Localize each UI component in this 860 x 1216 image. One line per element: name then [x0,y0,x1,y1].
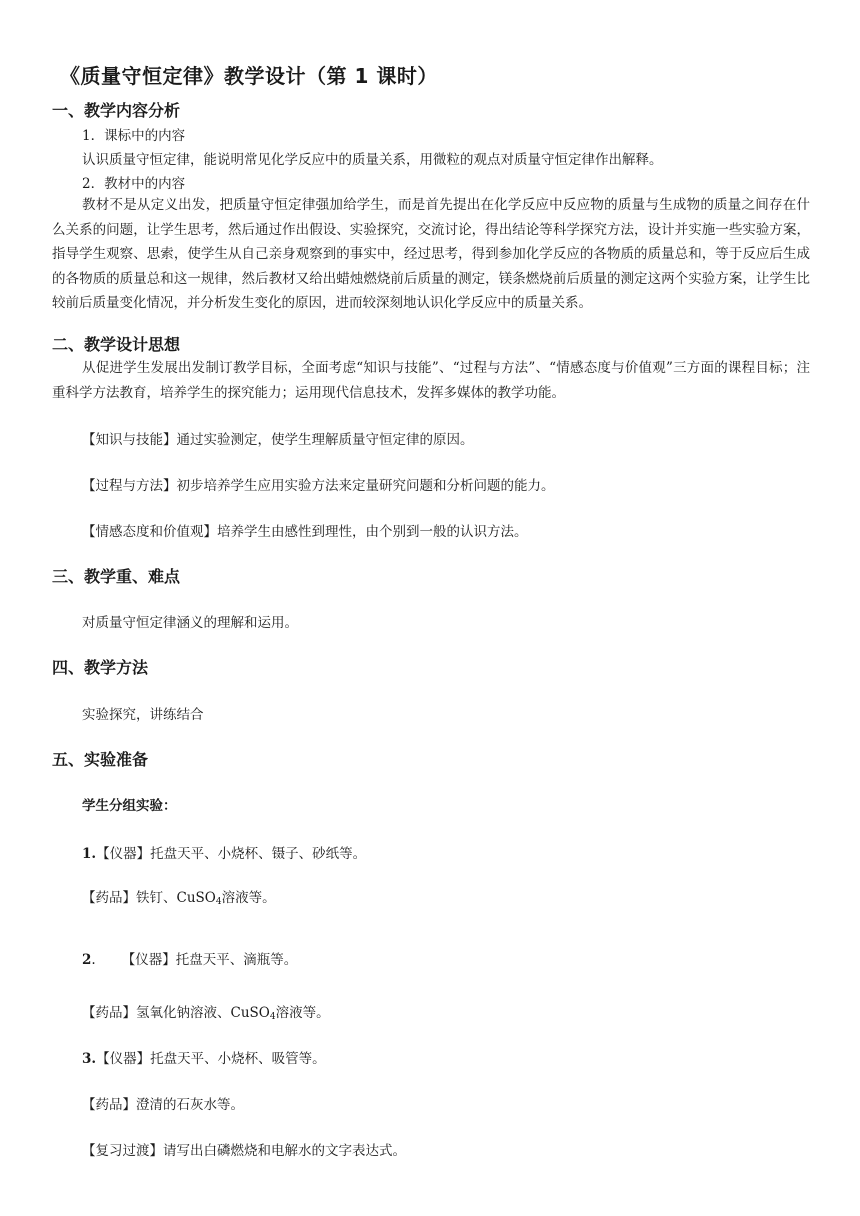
experiment-3-number: 3. [82,1051,97,1067]
experiment-1-number: 1. [82,846,97,862]
experiment-1-chemicals [82,886,276,907]
curriculum-text: 认识质量守恒定律，能说明常见化学反应中的质量关系，用微粒的观点对质量守恒定律作出解释。 [82,152,663,168]
subscript: 4 [269,1012,276,1022]
section-heading-key-points: 三、教学重、难点 [52,567,181,586]
experiment-2-number: 2 [82,952,92,968]
experiment-3-chemicals: 【药品】澄清的石灰水等。 [82,1097,244,1113]
experiment-2-chemicals-text: 【药品】氢氧化钠溶液、CuSO [82,1005,270,1021]
section-heading-design-idea: 二、教学设计思想 [52,335,181,354]
experiment-1-instruments-text: 【仪器】托盘天平、小烧杯、镊子、砂纸等。 [96,846,367,862]
subheading-curriculum: 1．课标中的内容 [82,128,186,144]
section-heading-methods: 四、教学方法 [52,658,149,677]
experiment-2-instruments-text: 【仪器】托盘天平、滴瓶等。 [121,952,298,968]
goal-attitude-values: 【情感态度和价值观】培养学生由感性到理性，由个别到一般的认识方法。 [82,524,528,540]
experiment-1-chemicals-text: 【药品】铁钉、CuSO [82,890,216,906]
experiment-3-instruments [82,1047,326,1067]
experiment-2-dot: . [91,952,96,968]
experiment-3-instruments-text: 【仪器】托盘天平、小烧杯、吸管等。 [96,1051,326,1067]
experiment-1-chemicals-suffix: 溶液等。 [221,890,276,906]
experiment-2-chemicals-suffix: 溶液等。 [275,1005,330,1021]
experiment-1-instruments [82,842,366,862]
subheading-textbook: 2．教材中的内容 [82,176,186,192]
key-points-text: 对质量守恒定律涵义的理解和运用。 [82,615,298,631]
subscript: 4 [215,897,222,907]
experiment-2-instruments [82,948,297,968]
document-title: 《质量守恒定律》教学设计（第 1 课时） [60,64,438,88]
design-idea-paragraph: 从促进学生发展出发制订教学目标，全面考虑“知识与技能”、“过程与方法”、“情感态度与价值观”三方面的课程目标；注重科学方法教育，培养学生的探究能力；运用现代信息技术，发挥多媒体的教学功能。 [52,360,810,401]
textbook-paragraph: 教材不是从定义出发，把质量守恒定律强加给学生，而是首先提出在化学反应中反应物的质量与生成物的质量之间存在什么关系的问题，让学生思考，然后通过作出假设、实验探究，交流讨论，得出结论等科学探究方法，设计并实施一些实验方案，指导学生观察、思索，使学生从自己亲身观察到的事实中，经过思考，得到参加化学反应的各物质的质量总和，等于反应后生成的各物质的质量总和这一规律，然后教材又给出蜡烛燃烧前后质量的测定，镁条燃烧前后质量的测定这两个实验方案，让学生比较前后质量变化情况，并分析发生变化的原因，进而较深刻地认识化学反应中的质量关系。 [52,197,810,311]
group-experiment-label: 学生分组实验： [82,798,177,814]
review-transition: 【复习过渡】请写出白磷燃烧和电解水的文字表达式。 [82,1143,406,1159]
goal-process-methods: 【过程与方法】初步培养学生应用实验方法来定量研究问题和分析问题的能力。 [82,478,555,494]
goal-knowledge-skills: 【知识与技能】通过实验测定，使学生理解质量守恒定律的原因。 [82,432,474,448]
section-heading-content-analysis: 一、教学内容分析 [52,101,181,120]
methods-text: 实验探究，讲练结合 [82,707,204,723]
section-heading-experiment-prep: 五、实验准备 [52,750,149,769]
experiment-2-chemicals [82,1001,330,1022]
